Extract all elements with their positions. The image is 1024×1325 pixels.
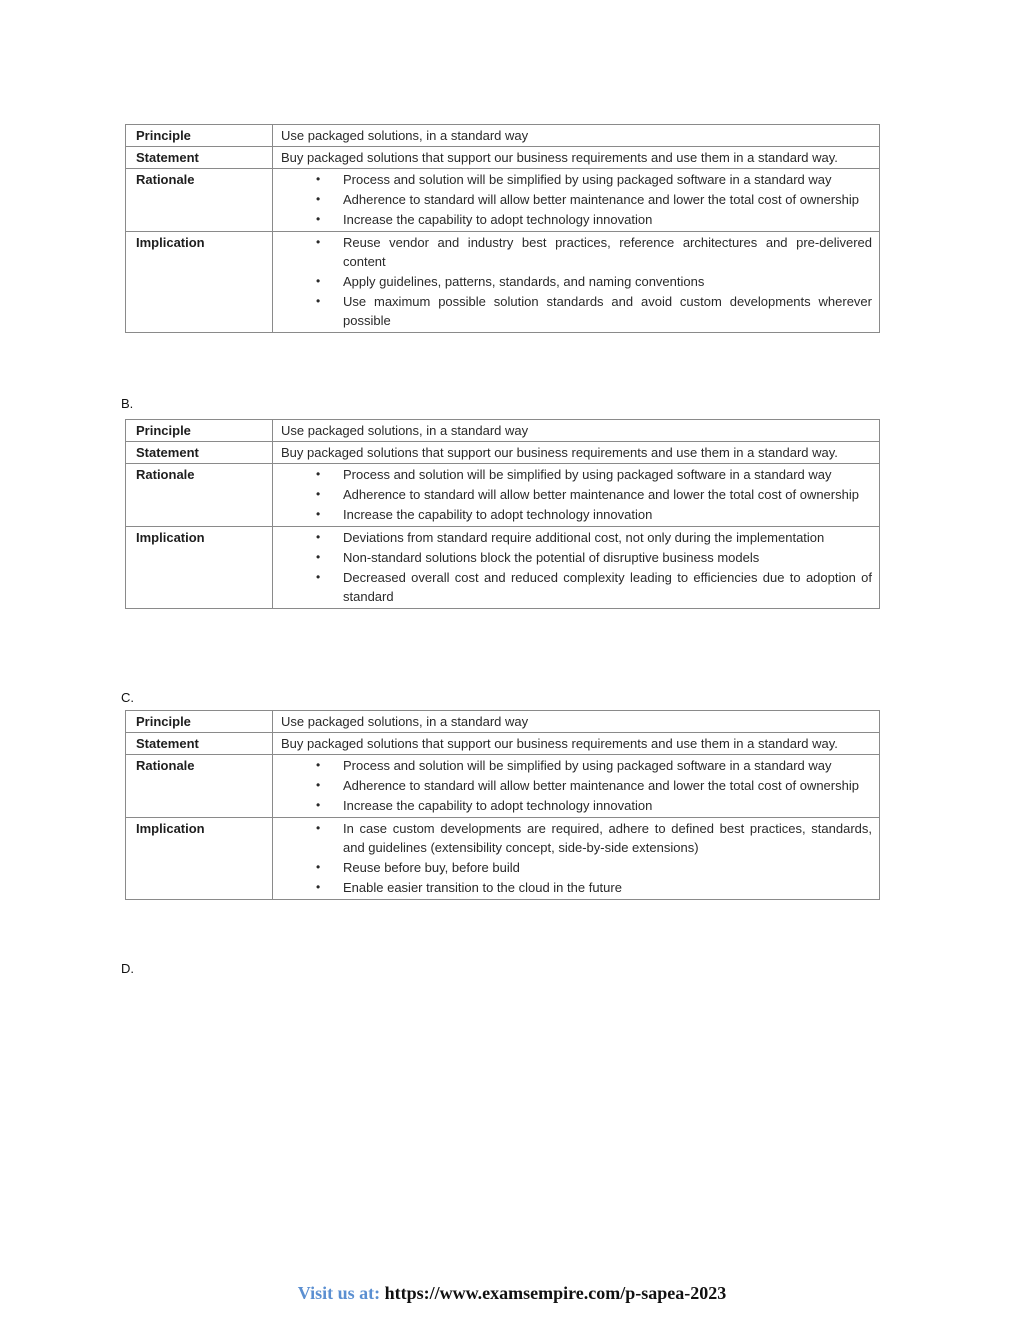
list-item-text: In case custom developments are required, adhere to defined best practices, standards, and guidelines (extensibility concept, side-by-side extensions) xyxy=(343,821,872,855)
implication-list xyxy=(281,528,872,606)
list-item xyxy=(316,756,872,775)
rationale-list-cell xyxy=(273,169,880,232)
list-item xyxy=(316,548,872,567)
footer-lead-text: Visit us at: xyxy=(297,1283,381,1303)
footer xyxy=(0,1283,1024,1304)
statement-row xyxy=(126,442,880,464)
statement-value: Buy packaged solutions that support our business requirements and use them in a standard way. xyxy=(273,147,880,169)
list-item xyxy=(316,485,872,504)
principle-row xyxy=(126,711,880,733)
principle-table-c xyxy=(125,710,880,900)
principle-label: Principle xyxy=(126,711,273,733)
option-label-b: B. xyxy=(121,396,134,411)
list-item xyxy=(316,776,872,795)
implication-list xyxy=(281,819,872,897)
bullet-icon: • xyxy=(316,172,321,186)
list-item-text: Decreased overall cost and reduced complexity leading to efficiencies due to adoption of standard xyxy=(343,570,872,604)
implication-label: Implication xyxy=(126,232,273,333)
implication-row xyxy=(126,527,880,609)
bullet-icon: • xyxy=(316,778,321,792)
principle-row xyxy=(126,125,880,147)
rationale-label: Rationale xyxy=(126,464,273,527)
bullet-icon: • xyxy=(316,212,321,226)
list-item xyxy=(316,190,872,209)
list-item-text: Use maximum possible solution standards and avoid custom developments wherever possible xyxy=(343,294,872,328)
list-item xyxy=(316,878,872,897)
implication-list-cell xyxy=(273,527,880,609)
list-item-text: Reuse vendor and industry best practices, reference architectures and pre-delivered content xyxy=(343,235,872,269)
list-item xyxy=(316,170,872,189)
bullet-icon: • xyxy=(316,798,321,812)
bullet-icon: • xyxy=(316,821,321,835)
rationale-list xyxy=(281,756,872,815)
list-item-text: Increase the capability to adopt technology innovation xyxy=(343,798,653,813)
rationale-list xyxy=(281,170,872,229)
list-item xyxy=(316,272,872,291)
implication-list-cell xyxy=(273,232,880,333)
rationale-row xyxy=(126,755,880,818)
rationale-label: Rationale xyxy=(126,169,273,232)
list-item xyxy=(316,292,872,330)
rationale-list xyxy=(281,465,872,524)
footer-url-link[interactable]: https://www.examsempire.com/p-sapea-2023 xyxy=(384,1283,727,1303)
list-item-text: Process and solution will be simplified by using packaged software in a standard way xyxy=(343,467,832,482)
list-item-text: Enable easier transition to the cloud in the future xyxy=(343,880,622,895)
principle-table-b xyxy=(125,419,880,609)
list-item-text: Adherence to standard will allow better maintenance and lower the total cost of ownership xyxy=(343,192,859,207)
statement-value: Buy packaged solutions that support our business requirements and use them in a standard way. xyxy=(273,442,880,464)
list-item xyxy=(316,568,872,606)
bullet-icon: • xyxy=(316,467,321,481)
option-label-d: D. xyxy=(121,961,134,976)
principle-value: Use packaged solutions, in a standard way xyxy=(273,420,880,442)
implication-label: Implication xyxy=(126,527,273,609)
list-item xyxy=(316,210,872,229)
bullet-icon: • xyxy=(316,274,321,288)
bullet-icon: • xyxy=(316,192,321,206)
statement-row xyxy=(126,147,880,169)
implication-row xyxy=(126,818,880,900)
statement-label: Statement xyxy=(126,733,273,755)
rationale-list-cell xyxy=(273,755,880,818)
statement-label: Statement xyxy=(126,147,273,169)
rationale-list-cell xyxy=(273,464,880,527)
list-item xyxy=(316,819,872,857)
list-item xyxy=(316,528,872,547)
bullet-icon: • xyxy=(316,860,321,874)
implication-row xyxy=(126,232,880,333)
principle-label: Principle xyxy=(126,125,273,147)
bullet-icon: • xyxy=(316,294,321,308)
list-item-text: Process and solution will be simplified by using packaged software in a standard way xyxy=(343,172,832,187)
list-item xyxy=(316,233,872,271)
statement-row xyxy=(126,733,880,755)
bullet-icon: • xyxy=(316,550,321,564)
bullet-icon: • xyxy=(316,570,321,584)
list-item xyxy=(316,505,872,524)
bullet-icon: • xyxy=(316,880,321,894)
list-item-text: Adherence to standard will allow better maintenance and lower the total cost of ownership xyxy=(343,487,859,502)
principle-table-a xyxy=(125,124,880,333)
principle-value: Use packaged solutions, in a standard way xyxy=(273,711,880,733)
list-item-text: Increase the capability to adopt technology innovation xyxy=(343,212,653,227)
list-item-text: Increase the capability to adopt technology innovation xyxy=(343,507,653,522)
list-item-text: Adherence to standard will allow better maintenance and lower the total cost of ownership xyxy=(343,778,859,793)
list-item-text: Reuse before buy, before build xyxy=(343,860,520,875)
statement-label: Statement xyxy=(126,442,273,464)
bullet-icon: • xyxy=(316,235,321,249)
list-item xyxy=(316,858,872,877)
list-item-text: Non-standard solutions block the potential of disruptive business models xyxy=(343,550,760,565)
principle-label: Principle xyxy=(126,420,273,442)
list-item-text: Process and solution will be simplified by using packaged software in a standard way xyxy=(343,758,832,773)
bullet-icon: • xyxy=(316,758,321,772)
implication-list-cell xyxy=(273,818,880,900)
principle-row xyxy=(126,420,880,442)
implication-list xyxy=(281,233,872,330)
bullet-icon: • xyxy=(316,487,321,501)
bullet-icon: • xyxy=(316,530,321,544)
list-item-text: Deviations from standard require additional cost, not only during the implementation xyxy=(343,530,825,545)
rationale-row xyxy=(126,464,880,527)
principle-value: Use packaged solutions, in a standard way xyxy=(273,125,880,147)
option-label-c: C. xyxy=(121,690,134,705)
statement-value: Buy packaged solutions that support our business requirements and use them in a standard way. xyxy=(273,733,880,755)
list-item xyxy=(316,796,872,815)
list-item-text: Apply guidelines, patterns, standards, and naming conventions xyxy=(343,274,705,289)
rationale-row xyxy=(126,169,880,232)
list-item xyxy=(316,465,872,484)
bullet-icon: • xyxy=(316,507,321,521)
implication-label: Implication xyxy=(126,818,273,900)
rationale-label: Rationale xyxy=(126,755,273,818)
